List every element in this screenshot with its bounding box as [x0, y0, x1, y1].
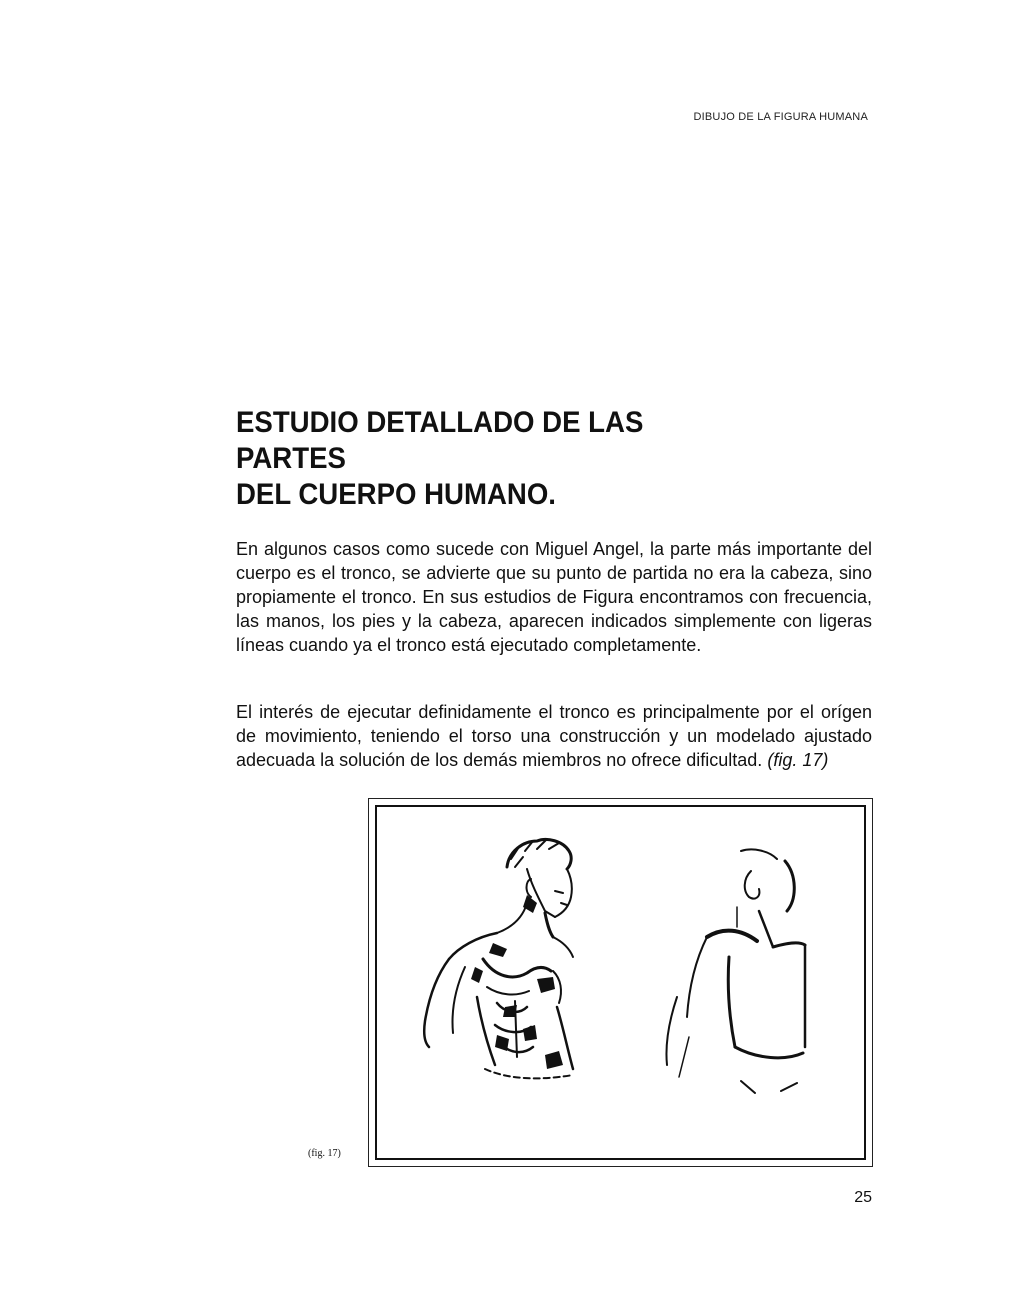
section-title [236, 405, 751, 513]
section-title-line-2: DEL CUERPO HUMANO. [236, 478, 556, 511]
body-paragraph-2-text: El interés de ejecutar definidamente el tronco es principalmente por el orígen de movimiento, teniendo el torso una construcción y un modelado ajustado adecuada la solución de los demás miembros no ofrece dificultad. [236, 702, 872, 770]
body-paragraph-2 [236, 700, 872, 772]
figure-inner-frame [375, 805, 866, 1160]
section-title-line-1: ESTUDIO DETALLADO DE LAS PARTES [236, 406, 644, 475]
page-number: 25 [854, 1189, 872, 1206]
running-header: DIBUJO DE LA FIGURA HUMANA [693, 111, 868, 123]
body-paragraph-1: En algunos casos como sucede con Miguel Angel, la parte más importante del cuerpo es el tronco, se advierte que su punto de partida no era la cabeza, sino propiamente el tronco. En sus estudios de Figura encontramos con frecuencia, las manos, los pies y la cabeza, aparecen indicados simplemente con ligeras líneas cuando ya el tronco está ejecutado completamente. [236, 539, 872, 655]
figure-caption: (fig. 17) [308, 1148, 341, 1159]
figure-reference: (fig. 17) [767, 750, 829, 770]
simplified-torso-construction [666, 849, 805, 1093]
figure-frame [368, 798, 873, 1167]
figure-illustration [377, 807, 866, 1160]
